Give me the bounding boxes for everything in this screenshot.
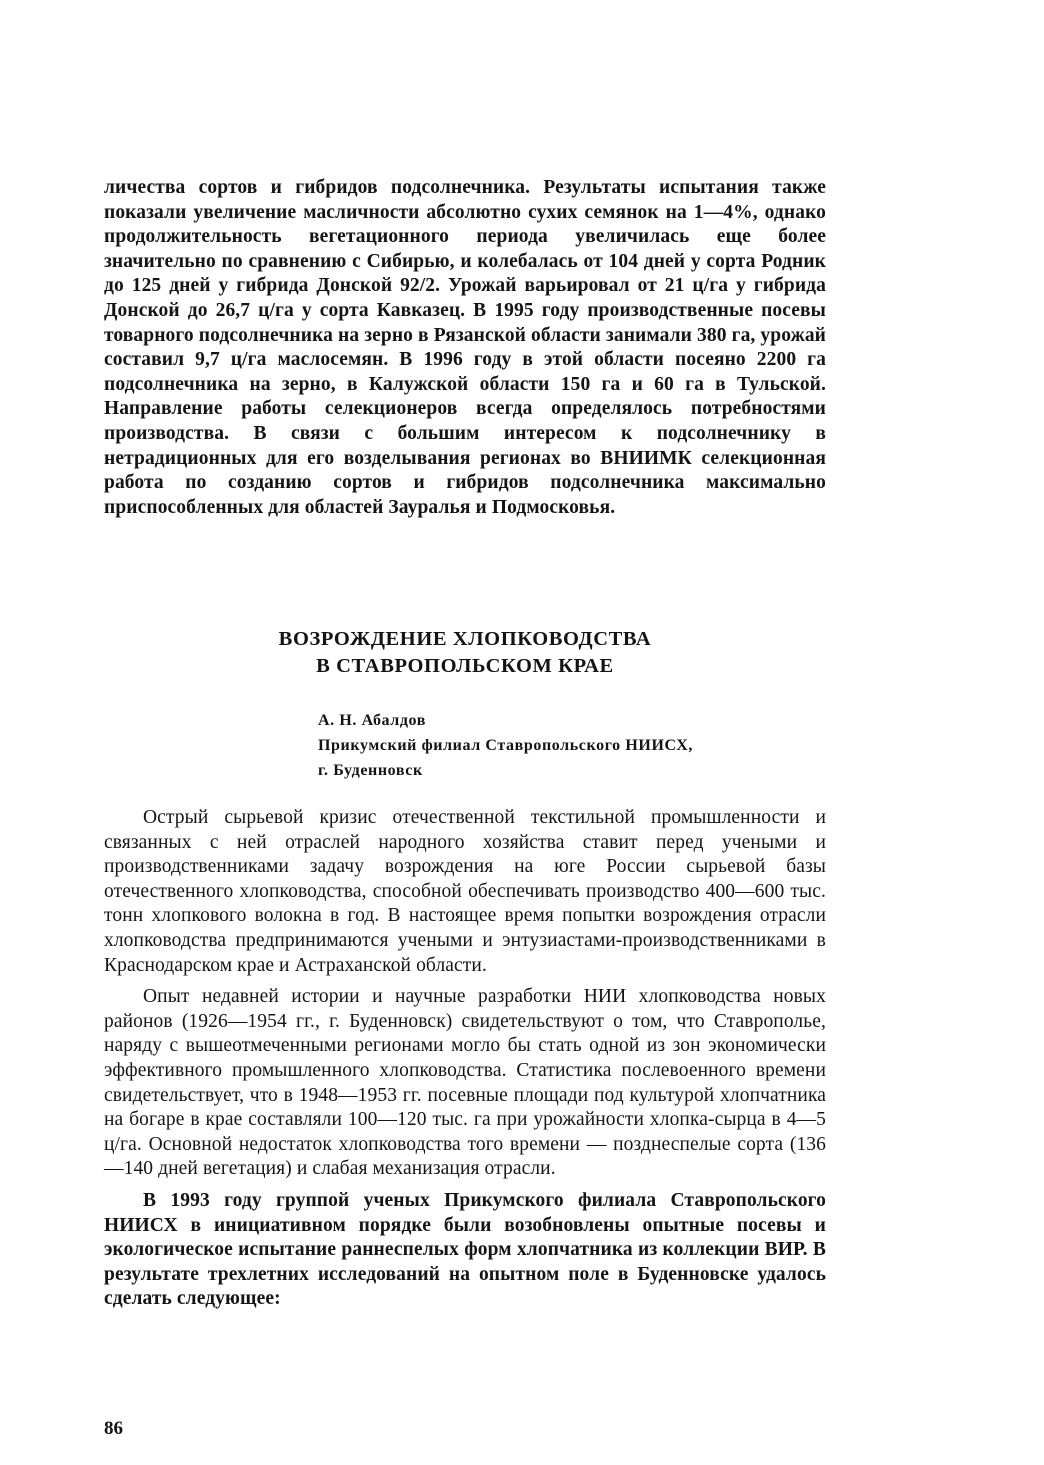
article-body [104,806,826,1319]
continuation-paragraph: личества сортов и гибридов подсолнечника. Результаты испытания также показали увеличение масличности абсолютно сухих семянок на 1—4%, однако продолжительность вегетационного периода увеличилась еще более значительно по сравнению с Сибирью, и колебалась от 104 дней у сорта Родник до 125 дней у гибрида Донской 92/2. Урожай варьировал от 21 ц/га у гибрида Донской до 26,7 ц/га у сорта Кавказец. В 1995 году производственные посевы товарного подсолнечника на зерно в Рязанской области занимали 380 га, урожай составил 9,7 ц/га маслосемян. В 1996 году в этой области посеяно 2200 га подсолнечника на зерно, в Калужской области 150 га и 60 га в Тульской. Направление работы селекционеров всегда определялось потребностями производства. В связи с большим интересом к подсолнечнику в нетрадиционных для его возделывания регионах во ВНИИМК селекционная работа по созданию сортов и гибридов подсолнечника максимально приспособленных для областей Зауралья и Подмосковья. [104,177,826,518]
author-byline [318,708,838,783]
article-title-line-2: В СТАВРОПОЛЬСКОМ КРАЕ [316,655,614,677]
article-title [104,626,826,680]
article-paragraph-2: Опыт недавней истории и научные разработки НИИ хлопководства новых районов (1926—1954 гг., г. Буденновск) свидетельствуют о том, что Ставрополье, наряду с вышеотмеченными регионами могло бы стать одной из зон экономически эффективного промышленного хлопководства. Статистика послевоенного времени свидетельствует, что в 1948—1953 гг. посевные площади под культурой хлопчатника на богаре в крае составляли 100—120 тыс. га при урожайности хлопка-сырца в 4—5 ц/га. Основной недостаток хлопководства того времени — позднеспелые сорта (136—140 дней вегетация) и слабая механизация отрасли. [104,986,826,1180]
article-paragraph-3: В 1993 году группой ученых Прикумского филиала Ставропольского НИИСХ в инициативном порядке были возобновлены опытные посевы и экологическое испытание раннеспелых форм хлопчатника из коллекции ВИР. В результате трехлетних исследований на опытном поле в Буденновске удалось сделать следующее: [104,1189,826,1310]
article-paragraph-1: Острый сырьевой кризис отечественной текстильной промышленности и связанных с ней отраслей народного хозяйства ставит перед учеными и производственниками задачу возрождения на юге России сырьевой базы отечественного хлопководства, способной обеспечивать производство 400—600 тыс. тонн хлопкового волокна в год. В настоящее время попытки возрождения отрасли хлопководства предпринимаются учеными и энтузиастами-производственниками в Краснодарском крае и Астраханской области. [104,807,826,976]
page-number: 86 [104,1418,123,1439]
continuation-section [104,176,826,520]
author-name: А. Н. Абалдов [318,712,426,729]
author-affiliation: Прикумский филиал Ставропольского НИИСХ, [318,737,693,754]
article-title-line-1: ВОЗРОЖДЕНИЕ ХЛОПКОВОДСТВА [278,628,652,650]
author-city: г. Буденновск [318,762,423,779]
